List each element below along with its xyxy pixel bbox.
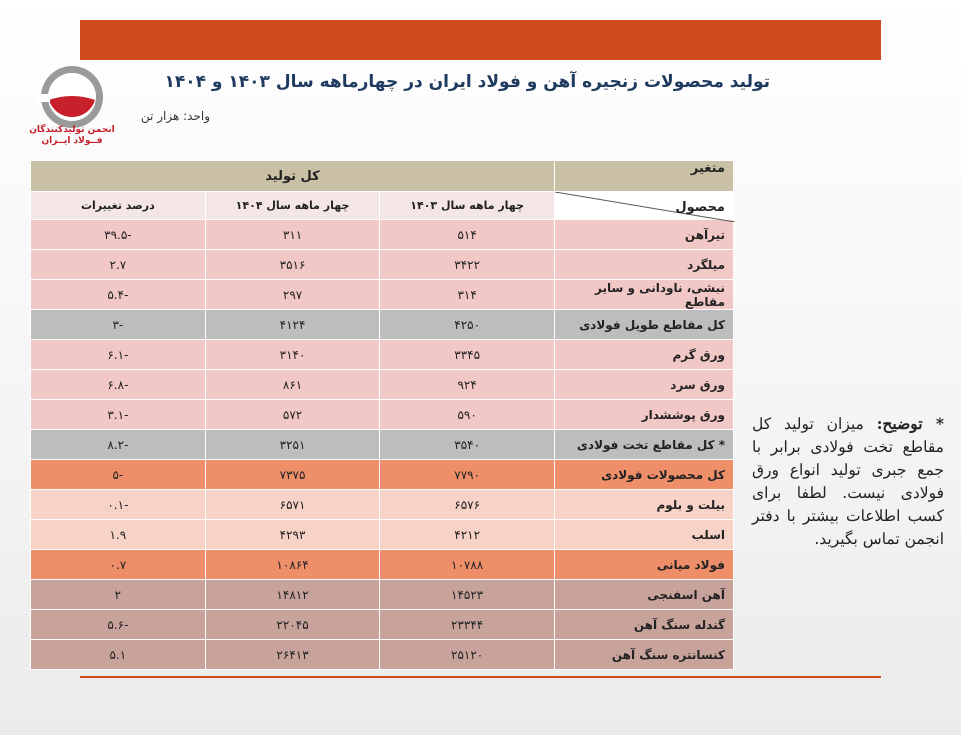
value-1404-cell: ۴۱۲۴ [205, 310, 380, 340]
change-percent-cell: ۵.۱ [31, 640, 206, 670]
table-row [31, 520, 734, 550]
value-1403-cell: ۱۰۷۸۸ [380, 550, 555, 580]
production-table [30, 160, 734, 670]
note-label: * توضیح: [876, 414, 944, 433]
table-row [31, 580, 734, 610]
product-cell: ورق گرم [554, 340, 733, 370]
value-1404-cell: ۸۶۱ [205, 370, 380, 400]
change-percent-cell: -۳ [31, 310, 206, 340]
change-percent-cell: ۲ [31, 580, 206, 610]
change-percent-cell: -۵.۶ [31, 610, 206, 640]
value-1404-cell: ۷۳۷۵ [205, 460, 380, 490]
product-cell: کل محصولات فولادی [554, 460, 733, 490]
value-1403-cell: ۷۷۹۰ [380, 460, 555, 490]
value-1404-cell: ۶۵۷۱ [205, 490, 380, 520]
table-row [31, 370, 734, 400]
logo-line-1: انجمن تولیدکنندگان [29, 125, 115, 135]
header-col-1404: چهار ماهه سال ۱۴۰۴ [205, 192, 380, 220]
value-1404-cell: ۴۲۹۳ [205, 520, 380, 550]
value-1403-cell: ۹۲۴ [380, 370, 555, 400]
table-row [31, 340, 734, 370]
change-percent-cell: -۰.۱ [31, 490, 206, 520]
header-total-production: کل تولید [31, 161, 555, 192]
footer-accent-line [80, 676, 881, 678]
value-1403-cell: ۵۹۰ [380, 400, 555, 430]
header-product: محصول [675, 200, 725, 215]
change-percent-cell: -۵ [31, 460, 206, 490]
unit-label: واحد: هزار تن [140, 109, 210, 123]
table-row [31, 490, 734, 520]
change-percent-cell: ۰.۷ [31, 550, 206, 580]
table-row [31, 550, 734, 580]
value-1403-cell: ۴۲۵۰ [380, 310, 555, 340]
change-percent-cell: ۱.۹ [31, 520, 206, 550]
change-percent-cell: -۶.۱ [31, 340, 206, 370]
value-1403-cell: ۲۳۳۴۴ [380, 610, 555, 640]
value-1404-cell: ۲۶۴۱۳ [205, 640, 380, 670]
table-row [31, 250, 734, 280]
table-row [31, 220, 734, 250]
value-1404-cell: ۳۱۴۰ [205, 340, 380, 370]
header-col-change: درصد تغییرات [31, 192, 206, 220]
product-cell: نبشی، ناودانی و سایر مقاطع [554, 280, 733, 310]
product-cell: کل مقاطع طویل فولادی [554, 310, 733, 340]
value-1404-cell: ۲۲۰۴۵ [205, 610, 380, 640]
header-corner-cell [554, 192, 733, 220]
table-row [31, 430, 734, 460]
table-row [31, 280, 734, 310]
logo-caption [20, 125, 124, 147]
table-row [31, 310, 734, 340]
product-cell: فولاد میانی [554, 550, 733, 580]
page-title: تولید محصولات زنجیره آهن و فولاد ایران در چهارماهه سال ۱۴۰۳ و ۱۴۰۴ [164, 72, 770, 92]
value-1404-cell: ۵۷۲ [205, 400, 380, 430]
change-percent-cell: -۳.۱ [31, 400, 206, 430]
note-text: میزان تولید کل مقاطع تخت فولادی برابر با جمع جبری تولید انواع ورق فولادی نیست. لطفا برای کسب اطلاعات بیشتر با دفتر انجمن تماس بگیرید. [752, 415, 944, 548]
table-header-row-1 [31, 161, 734, 192]
product-cell: میلگرد [554, 250, 733, 280]
value-1403-cell: ۲۵۱۲۰ [380, 640, 555, 670]
product-cell: گندله سنگ آهن [554, 610, 733, 640]
product-cell: * کل مقاطع تخت فولادی [554, 430, 733, 460]
change-percent-cell: -۸.۲ [31, 430, 206, 460]
change-percent-cell: -۳۹.۵ [31, 220, 206, 250]
value-1404-cell: ۳۵۱۶ [205, 250, 380, 280]
change-percent-cell: -۵.۴ [31, 280, 206, 310]
logo-line-2: فــولاد ایــران [41, 136, 103, 146]
value-1404-cell: ۱۴۸۱۲ [205, 580, 380, 610]
value-1404-cell: ۳۱۱ [205, 220, 380, 250]
value-1404-cell: ۲۹۷ [205, 280, 380, 310]
table-body [31, 220, 734, 670]
product-cell: کنسانتره سنگ آهن [554, 640, 733, 670]
table-row [31, 460, 734, 490]
product-cell: ورق سرد [554, 370, 733, 400]
table-row [31, 400, 734, 430]
value-1404-cell: ۱۰۸۶۴ [205, 550, 380, 580]
table-row [31, 640, 734, 670]
product-cell: تیرآهن [554, 220, 733, 250]
header-variable: متغیر [554, 161, 733, 192]
table-header-row-2 [31, 192, 734, 220]
value-1403-cell: ۴۲۱۲ [380, 520, 555, 550]
value-1403-cell: ۵۱۴ [380, 220, 555, 250]
value-1403-cell: ۱۴۵۲۳ [380, 580, 555, 610]
value-1403-cell: ۳۵۴۰ [380, 430, 555, 460]
header-col-1403: چهار ماهه سال ۱۴۰۳ [380, 192, 555, 220]
change-percent-cell: -۶.۸ [31, 370, 206, 400]
product-cell: ورق پوششدار [554, 400, 733, 430]
product-cell: آهن اسفنجی [554, 580, 733, 610]
product-cell: اسلب [554, 520, 733, 550]
value-1403-cell: ۳۴۲۲ [380, 250, 555, 280]
value-1403-cell: ۳۳۴۵ [380, 340, 555, 370]
explanation-note [752, 412, 944, 551]
value-1403-cell: ۳۱۴ [380, 280, 555, 310]
value-1403-cell: ۶۵۷۶ [380, 490, 555, 520]
product-cell: بیلت و بلوم [554, 490, 733, 520]
table-row [31, 610, 734, 640]
change-percent-cell: ۲.۷ [31, 250, 206, 280]
header-accent-bar [80, 20, 881, 60]
value-1404-cell: ۳۲۵۱ [205, 430, 380, 460]
